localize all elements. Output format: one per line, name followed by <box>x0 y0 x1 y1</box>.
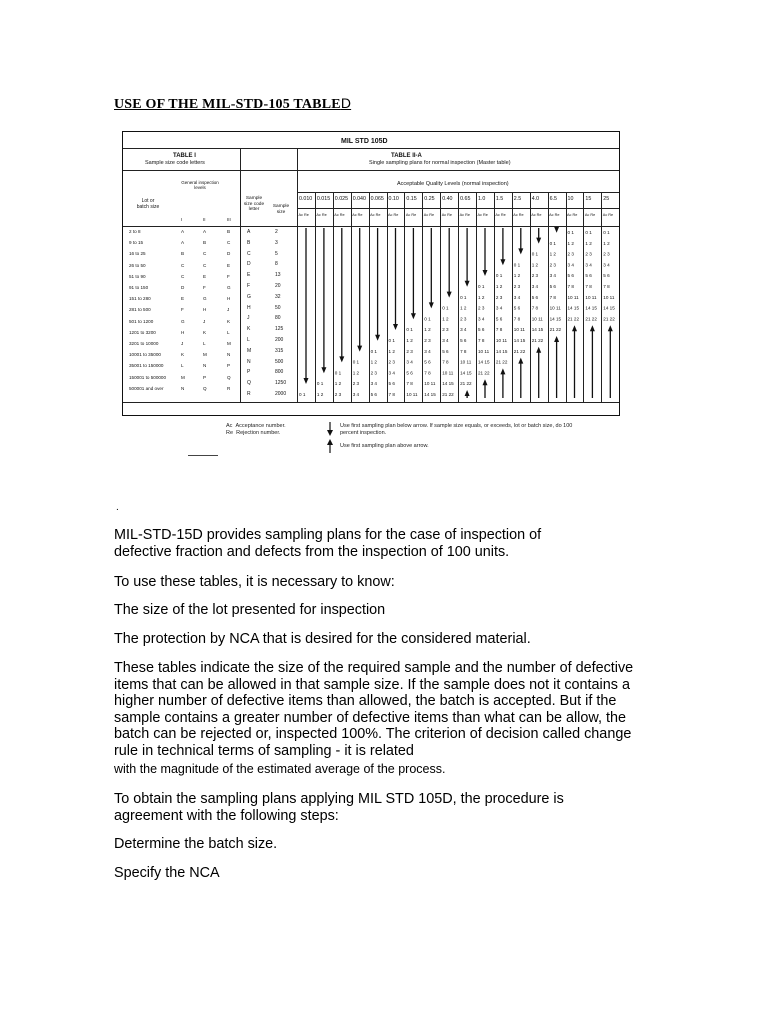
aql-value: 0.40 <box>442 196 453 202</box>
code-letter: J <box>247 315 250 322</box>
ac-re-label: Ac Re <box>477 213 488 217</box>
svg-text:21 22: 21 22 <box>513 348 526 354</box>
svg-text:10 11: 10 11 <box>478 348 490 354</box>
svg-text:5 6: 5 6 <box>585 273 592 279</box>
code-letter: A <box>247 229 251 235</box>
svg-text:1 2: 1 2 <box>352 370 360 376</box>
level-code: H <box>227 296 231 302</box>
svg-text:2 3: 2 3 <box>513 284 521 289</box>
aql-value: 0.025 <box>334 196 349 202</box>
ac-re-label: Ac Re <box>316 213 327 217</box>
svg-text:10 11: 10 11 <box>442 370 454 376</box>
svg-text:0 1: 0 1 <box>424 316 431 322</box>
svg-text:1 2: 1 2 <box>316 392 324 397</box>
svg-text:1 2: 1 2 <box>567 240 574 246</box>
svg-text:14 15: 14 15 <box>460 370 472 376</box>
aql-value: 15 <box>585 196 592 202</box>
aql-value: 2.5 <box>513 196 522 202</box>
svg-text:14 15: 14 15 <box>442 381 454 387</box>
svg-text:5 6: 5 6 <box>460 338 467 343</box>
aql-value: 0.040 <box>352 196 366 202</box>
level-code: H <box>181 329 185 335</box>
aql-value: 25 <box>603 196 610 202</box>
svg-text:14 15: 14 15 <box>424 392 436 397</box>
aql-value: 0.065 <box>370 196 384 202</box>
svg-text:5 6: 5 6 <box>424 359 431 365</box>
lot-size: 91 to 150 <box>129 285 149 290</box>
svg-text:3 4: 3 4 <box>424 348 431 354</box>
level-header: I <box>181 217 183 222</box>
paragraph-need-to-know: To use these tables, it is necessary to know: <box>114 574 395 590</box>
aql-value: 4.0 <box>531 196 540 202</box>
lot-size: 3201 to 10000 <box>129 341 159 346</box>
svg-text:2 3: 2 3 <box>478 305 485 311</box>
table2-title: TABLE II-A <box>391 153 422 159</box>
level-code: C <box>181 262 185 268</box>
lot-size-header: Lot or batch size <box>136 198 160 210</box>
level-code: Q <box>203 385 207 391</box>
svg-text:3 4: 3 4 <box>388 370 395 376</box>
table1-subtitle: Sample size code letters <box>145 160 205 166</box>
svg-text:1 2: 1 2 <box>603 240 610 246</box>
level-header: II <box>203 217 206 222</box>
aql-value: 0.15 <box>406 196 417 202</box>
code-letter: L <box>247 337 250 343</box>
svg-text:7 8: 7 8 <box>495 327 503 333</box>
svg-text:3 4: 3 4 <box>442 338 449 343</box>
svg-text:14 15: 14 15 <box>531 327 544 333</box>
level-code: D <box>181 285 185 290</box>
svg-text:1 2: 1 2 <box>424 327 431 333</box>
level-code: G <box>227 285 231 290</box>
lot-size: 9 to 15 <box>129 240 144 246</box>
svg-text:5 6: 5 6 <box>388 381 395 387</box>
svg-text:2 3: 2 3 <box>442 327 449 333</box>
step-specify-nca: Specify the NCA <box>114 865 220 881</box>
level-code: L <box>227 329 230 335</box>
svg-text:21 22: 21 22 <box>549 327 562 333</box>
ac-re-label: Ac Re <box>388 213 399 217</box>
svg-text:2 3: 2 3 <box>424 338 431 343</box>
separator-line <box>188 455 218 456</box>
svg-text:0 1: 0 1 <box>513 262 521 268</box>
svg-text:1 2: 1 2 <box>549 251 556 257</box>
svg-text:3 4: 3 4 <box>370 381 377 387</box>
level-code: R <box>227 385 231 391</box>
svg-text:1 2: 1 2 <box>531 262 539 268</box>
sample-size: 2 <box>275 229 278 235</box>
svg-text:0 1: 0 1 <box>531 251 539 257</box>
svg-text:7 8: 7 8 <box>585 284 592 289</box>
lot-size: 151 to 280 <box>129 296 151 302</box>
code-letter: B <box>247 239 251 246</box>
svg-text:0 1: 0 1 <box>316 381 324 387</box>
ac-re-label: Ac Re <box>495 213 506 217</box>
level-code: H <box>203 307 207 313</box>
svg-text:2 3: 2 3 <box>460 316 467 322</box>
table-main-title: MIL STD 105D <box>341 138 388 145</box>
sample-size: 80 <box>275 315 281 322</box>
svg-text:7 8: 7 8 <box>478 338 485 343</box>
general-levels-label: General inspection levels <box>181 180 219 190</box>
sample-size: 20 <box>275 283 281 289</box>
aql-value: 1.5 <box>495 196 504 202</box>
svg-text:5 6: 5 6 <box>567 273 574 279</box>
level-code: D <box>227 251 231 257</box>
svg-text:0 1: 0 1 <box>334 370 342 376</box>
level-code: K <box>227 318 231 324</box>
svg-text:1 2: 1 2 <box>495 284 503 289</box>
level-code: B <box>203 240 207 246</box>
svg-text:2 3: 2 3 <box>352 381 360 387</box>
svg-text:3 4: 3 4 <box>567 262 574 268</box>
svg-text:1 2: 1 2 <box>388 348 395 354</box>
svg-text:10 11: 10 11 <box>424 381 436 387</box>
lot-size: 10001 to 35000 <box>129 352 161 358</box>
document-heading <box>114 95 351 113</box>
lot-size: 35001 to 150000 <box>129 363 164 369</box>
svg-text:5 6: 5 6 <box>406 370 413 376</box>
aql-value: 0.25 <box>424 196 435 202</box>
svg-text:5 6: 5 6 <box>442 348 449 354</box>
level-code: M <box>181 374 185 380</box>
svg-text:2 3: 2 3 <box>585 251 592 257</box>
code-letter: M <box>247 347 252 354</box>
ac-re-label: Ac Re <box>352 213 363 217</box>
svg-text:0 1: 0 1 <box>299 392 306 397</box>
code-letter: K <box>247 326 251 333</box>
lot-size: 26 to 50 <box>129 262 146 268</box>
svg-text:10 11: 10 11 <box>585 294 597 300</box>
arrow-up-icon <box>326 439 334 453</box>
sample-size: 500 <box>275 358 284 365</box>
svg-text:21 22: 21 22 <box>531 338 544 343</box>
aql-value: 0.015 <box>316 196 331 202</box>
svg-text:2 3: 2 3 <box>370 370 377 376</box>
svg-text:0 1: 0 1 <box>567 230 574 235</box>
svg-text:0 1: 0 1 <box>495 273 503 279</box>
aql-value: 6.5 <box>549 196 557 202</box>
code-letter: C <box>247 250 251 257</box>
svg-text:21 22: 21 22 <box>460 381 472 387</box>
step-batch-size: Determine the batch size. <box>114 836 278 852</box>
svg-text:3 4: 3 4 <box>352 392 360 397</box>
level-code: F <box>227 273 230 279</box>
ac-re-label: Ac Re <box>549 213 560 217</box>
level-code: K <box>203 329 207 335</box>
svg-text:3 4: 3 4 <box>585 262 592 268</box>
svg-text:0 1: 0 1 <box>406 327 413 333</box>
svg-text:10 11: 10 11 <box>567 294 579 300</box>
paragraph-explanation-end: with the magnitude of the estimated average of the process. <box>114 762 446 776</box>
svg-text:2 3: 2 3 <box>406 348 413 354</box>
svg-text:7 8: 7 8 <box>603 284 610 289</box>
level-code: C <box>203 262 207 268</box>
ac-re-label: Ac Re <box>298 213 309 217</box>
svg-text:3 4: 3 4 <box>531 284 539 289</box>
svg-text:2 3: 2 3 <box>334 392 342 397</box>
ac-re-label: Ac Re <box>370 213 381 217</box>
sample-size: 32 <box>275 293 281 300</box>
level-code: C <box>181 273 185 279</box>
mil-std-table-image <box>122 131 620 416</box>
lot-size: 2 to 8 <box>129 229 141 234</box>
svg-text:5 6: 5 6 <box>478 327 485 333</box>
svg-text:14 15: 14 15 <box>513 338 526 343</box>
stray-dot: . <box>116 502 119 513</box>
svg-text:2 3: 2 3 <box>603 251 610 257</box>
lot-size: 51 to 90 <box>129 273 146 279</box>
svg-text:7 8: 7 8 <box>549 294 556 300</box>
aql-value: 0.10 <box>388 196 399 202</box>
level-code: N <box>203 363 207 369</box>
svg-text:7 8: 7 8 <box>442 359 449 365</box>
svg-text:0 1: 0 1 <box>388 338 395 343</box>
lot-size: 500001 and over <box>129 385 164 391</box>
svg-text:7 8: 7 8 <box>567 284 574 289</box>
svg-text:14 15: 14 15 <box>585 305 597 311</box>
svg-text:5 6: 5 6 <box>531 294 539 300</box>
paragraph-explanation: These tables indicate the size of the required sample and the number of defective items that can be allowed in that sample size. If the sample does not it contains a higher number of defective items than allowed, the batch is accepted. But if the sample contains a greater number of defective items than what can be allow, the batch can be rejected or, inspected 100%. The criterion of decision called change rule in technical terms of sampling - it is related <box>114 660 634 759</box>
sample-size: 13 <box>275 272 281 279</box>
svg-text:10 11: 10 11 <box>549 305 561 311</box>
ac-re-label: Ac Re <box>584 213 596 217</box>
ac-re-label: Ac Re <box>567 213 578 217</box>
svg-text:2 3: 2 3 <box>531 273 539 279</box>
sample-size: 125 <box>275 326 284 333</box>
code-letter: Q <box>247 380 251 387</box>
svg-text:21 22: 21 22 <box>585 316 597 322</box>
level-code: E <box>203 273 207 279</box>
svg-text:7 8: 7 8 <box>424 370 431 376</box>
level-code: M <box>203 352 207 358</box>
aql-value: 1.0 <box>478 196 486 202</box>
lot-size: 281 to 500 <box>129 307 151 313</box>
code-letter-header: Sample size code letter <box>243 196 265 213</box>
svg-text:1 2: 1 2 <box>334 381 342 387</box>
svg-text:21 22: 21 22 <box>442 392 454 397</box>
svg-text:0 1: 0 1 <box>460 294 467 300</box>
level-code: A <box>203 229 207 234</box>
level-code: A <box>181 229 185 234</box>
sample-size-header: Sample size <box>272 204 290 215</box>
svg-text:3 4: 3 4 <box>603 262 610 268</box>
lot-size: 1201 to 3200 <box>129 329 156 335</box>
svg-text:1 2: 1 2 <box>460 305 467 311</box>
code-letter: H <box>247 304 251 311</box>
svg-text:10 11: 10 11 <box>603 294 615 300</box>
svg-text:21 22: 21 22 <box>478 370 490 376</box>
aql-header: Acceptable Quality Levels (normal inspection) <box>397 181 509 187</box>
svg-text:14 15: 14 15 <box>549 316 562 322</box>
ac-re-label: Ac Re <box>334 213 345 217</box>
svg-text:1 2: 1 2 <box>585 240 592 246</box>
svg-text:3 4: 3 4 <box>513 294 521 300</box>
aql-value: 0.010 <box>299 196 313 202</box>
sample-size: 3 <box>275 239 278 246</box>
svg-text:0 1: 0 1 <box>585 230 592 235</box>
ac-re-label: Ac Re <box>459 213 470 217</box>
level-code: K <box>181 352 185 358</box>
level-header: III <box>227 217 231 222</box>
lot-size: 16 to 25 <box>129 251 146 257</box>
code-letter: P <box>247 369 251 376</box>
level-code: C <box>227 240 231 246</box>
heading-main: USE OF THE MIL-STD-105 TABLE <box>114 97 341 112</box>
sample-size: 5 <box>275 250 278 257</box>
level-code: N <box>181 385 185 391</box>
level-code: J <box>227 307 230 313</box>
level-code: E <box>181 296 185 302</box>
svg-text:5 6: 5 6 <box>549 284 556 289</box>
svg-text:0 1: 0 1 <box>603 230 610 235</box>
svg-text:7 8: 7 8 <box>460 348 467 354</box>
svg-text:1 2: 1 2 <box>406 338 413 343</box>
svg-text:10 11: 10 11 <box>531 316 543 322</box>
arrow-down-icon <box>326 422 334 436</box>
svg-text:3 4: 3 4 <box>406 359 413 365</box>
svg-text:2 3: 2 3 <box>549 262 556 268</box>
sample-size: 2000 <box>275 391 287 397</box>
svg-text:14 15: 14 15 <box>567 305 579 311</box>
level-code: P <box>227 363 231 369</box>
sampling-plan-arrows <box>297 226 621 404</box>
level-code: A <box>181 240 185 246</box>
ac-re-label: Ac Re <box>602 213 614 217</box>
level-code: F <box>203 285 206 290</box>
svg-text:3 4: 3 4 <box>549 273 556 279</box>
legend-ac: Ac Acceptance number. <box>226 423 286 429</box>
heading-tail: D <box>340 95 352 111</box>
code-letter: G <box>247 293 251 300</box>
svg-text:7 8: 7 8 <box>406 381 413 387</box>
ac-re-label: Ac Re <box>423 213 435 217</box>
sample-size: 800 <box>275 369 284 376</box>
paragraph-lot-size: The size of the lot presented for inspection <box>114 602 386 618</box>
sample-size: 50 <box>275 304 281 311</box>
svg-text:0 1: 0 1 <box>370 348 377 354</box>
legend-re: Re Rejection number. <box>226 430 281 436</box>
svg-text:10 11: 10 11 <box>495 338 508 343</box>
code-letter: E <box>247 272 251 279</box>
svg-text:5 6: 5 6 <box>495 316 503 322</box>
paragraph-procedure: To obtain the sampling plans applying MIL STD 105D, the procedure is agreement with the following steps: <box>114 791 564 824</box>
aql-value: 10 <box>567 196 574 202</box>
svg-text:3 4: 3 4 <box>460 327 467 333</box>
code-letter: D <box>247 261 251 268</box>
ac-re-label: Ac Re <box>531 213 542 217</box>
svg-text:1 2: 1 2 <box>370 359 377 365</box>
level-code: F <box>181 307 184 313</box>
svg-text:14 15: 14 15 <box>603 305 615 311</box>
svg-text:3 4: 3 4 <box>495 305 503 311</box>
svg-text:5 6: 5 6 <box>603 273 610 279</box>
ac-re-label: Ac Re <box>441 213 453 217</box>
svg-text:21 22: 21 22 <box>603 316 615 322</box>
level-code: L <box>203 341 206 346</box>
legend-up-arrow-text: Use first sampling plan above arrow. <box>340 443 429 449</box>
lot-size: 150001 to 500000 <box>129 374 167 380</box>
svg-text:10 11: 10 11 <box>460 359 472 365</box>
level-code: J <box>181 341 184 346</box>
level-code: B <box>227 229 231 234</box>
svg-text:1 2: 1 2 <box>478 294 485 300</box>
svg-text:10 11: 10 11 <box>406 392 418 397</box>
level-code: G <box>203 296 207 302</box>
svg-text:10 11: 10 11 <box>513 327 525 333</box>
sample-size: 315 <box>275 347 284 354</box>
svg-text:21 22: 21 22 <box>495 359 508 365</box>
level-code: N <box>227 352 231 358</box>
level-code: J <box>203 318 206 324</box>
svg-text:2 3: 2 3 <box>495 294 503 300</box>
table2-subtitle: Single sampling plans for normal inspection (Master table) <box>369 160 511 166</box>
level-code: L <box>181 363 184 369</box>
svg-text:14 15: 14 15 <box>478 359 490 365</box>
lot-size: 501 to 1200 <box>129 318 154 324</box>
legend-down-arrow-text: Use first sampling plan below arrow. If sample size equals, or exceeds, lot or batch size, do 100 percent inspection. <box>340 423 573 436</box>
sample-size: 1250 <box>275 380 287 387</box>
svg-text:7 8: 7 8 <box>531 305 539 311</box>
svg-text:21 22: 21 22 <box>567 316 579 322</box>
level-code: M <box>227 341 231 346</box>
level-code: E <box>227 262 231 268</box>
svg-text:0 1: 0 1 <box>442 305 449 311</box>
code-letter: N <box>247 358 251 365</box>
sample-size: 8 <box>275 261 278 268</box>
level-code: G <box>181 318 185 324</box>
level-code: P <box>203 374 207 380</box>
level-code: Q <box>227 374 231 380</box>
svg-text:5 6: 5 6 <box>513 305 521 311</box>
paragraph-intro: MIL-STD-15D provides sampling plans for the case of inspection of defective fraction and defects from the inspection of 100 units. <box>114 527 542 560</box>
sample-size: 200 <box>275 337 284 343</box>
level-code: B <box>181 251 185 257</box>
level-code: C <box>203 251 207 257</box>
paragraph-protection: The protection by NCA that is desired for the considered material. <box>114 631 531 647</box>
svg-text:2 3: 2 3 <box>388 359 395 365</box>
svg-text:7 8: 7 8 <box>388 392 395 397</box>
ac-re-label: Ac Re <box>513 213 524 217</box>
svg-text:1 2: 1 2 <box>513 273 521 279</box>
svg-text:3 4: 3 4 <box>478 316 485 322</box>
svg-text:0 1: 0 1 <box>352 359 360 365</box>
svg-text:14 15: 14 15 <box>495 348 508 354</box>
table1-title: TABLE I <box>173 153 196 159</box>
svg-text:2 3: 2 3 <box>567 251 574 257</box>
code-letter: F <box>247 283 251 289</box>
code-letter: R <box>247 391 251 397</box>
svg-text:1 2: 1 2 <box>442 316 449 322</box>
ac-re-label: Ac Re <box>405 213 417 217</box>
svg-text:7 8: 7 8 <box>513 316 521 322</box>
svg-text:5 6: 5 6 <box>370 392 377 397</box>
aql-value: 0.65 <box>460 196 471 202</box>
svg-text:0 1: 0 1 <box>549 240 556 246</box>
svg-text:0 1: 0 1 <box>478 284 485 289</box>
